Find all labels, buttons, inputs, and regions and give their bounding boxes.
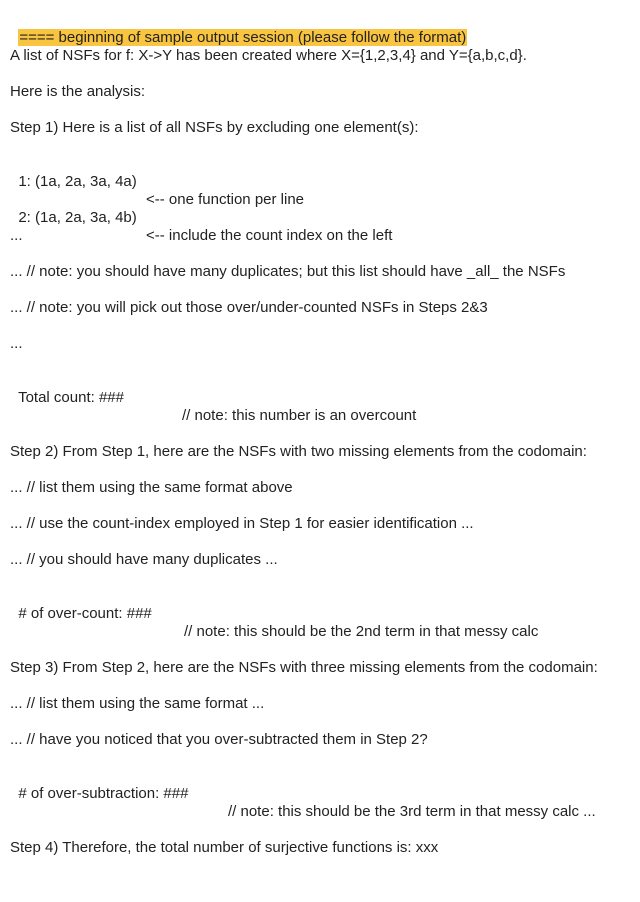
step1-note-1: ... // note: you should have many duplicates; but this list should have _all_ the NSFs — [10, 263, 566, 280]
analysis-label: Here is the analysis: — [10, 83, 146, 100]
step2-title: Step 2) From Step 1, here are the NSFs with two missing elements from the codomain: — [10, 443, 587, 460]
step1-row-1-note: <-- one function per line — [146, 191, 305, 208]
step1-row-2-function: 2: (1a, 2a, 3a, 4b) — [18, 209, 137, 226]
step1-row-2 — [10, 191, 630, 245]
step1-ellipsis-2: ... — [10, 335, 23, 352]
step2-note-3: ... // you should have many duplicates ... — [10, 551, 278, 568]
step3-note-1: ... // list them using the same format ... — [10, 695, 265, 712]
step1-title: Step 1) Here is a list of all NSFs by excluding one element(s): — [10, 119, 419, 136]
step1-total-note: // note: this number is an overcount — [182, 407, 417, 424]
session-header-highlight: ==== beginning of sample output session (please follow the format) — [19, 29, 467, 46]
step3-count-note: // note: this should be the 3rd term in that messy calc ... — [228, 803, 596, 820]
intro-text: A list of NSFs for f: X->Y has been created where X={1,2,3,4} and Y={a,b,c,d}. — [10, 47, 527, 64]
step2-count-label: # of over-count: ### — [18, 605, 152, 622]
step2-note-1: ... // list them using the same format above — [10, 479, 293, 496]
step1-row-2-note: <-- include the count index on the left — [146, 227, 393, 244]
session-header — [10, 11, 467, 47]
step1-total — [10, 371, 630, 425]
step3-count-label: # of over-subtraction: ### — [18, 785, 189, 802]
step3-note-2: ... // have you noticed that you over-subtracted them in Step 2? — [10, 731, 428, 748]
step2-count-note: // note: this should be the 2nd term in that messy calc — [184, 623, 539, 640]
step3-title: Step 3) From Step 2, here are the NSFs with three missing elements from the codomain: — [10, 659, 598, 676]
step1-ellipsis-1: ... — [10, 227, 23, 244]
step1-row-1-function: 1: (1a, 2a, 3a, 4a) — [18, 173, 137, 190]
step1-note-2: ... // note: you will pick out those over/under-counted NSFs in Steps 2&3 — [10, 299, 488, 316]
step4-title: Step 4) Therefore, the total number of surjective functions is: xxx — [10, 839, 439, 856]
step3-count — [10, 767, 630, 821]
step2-count — [10, 587, 630, 641]
step1-total-count: Total count: ### — [18, 389, 124, 406]
step2-note-2: ... // use the count-index employed in Step 1 for easier identification ... — [10, 515, 474, 532]
